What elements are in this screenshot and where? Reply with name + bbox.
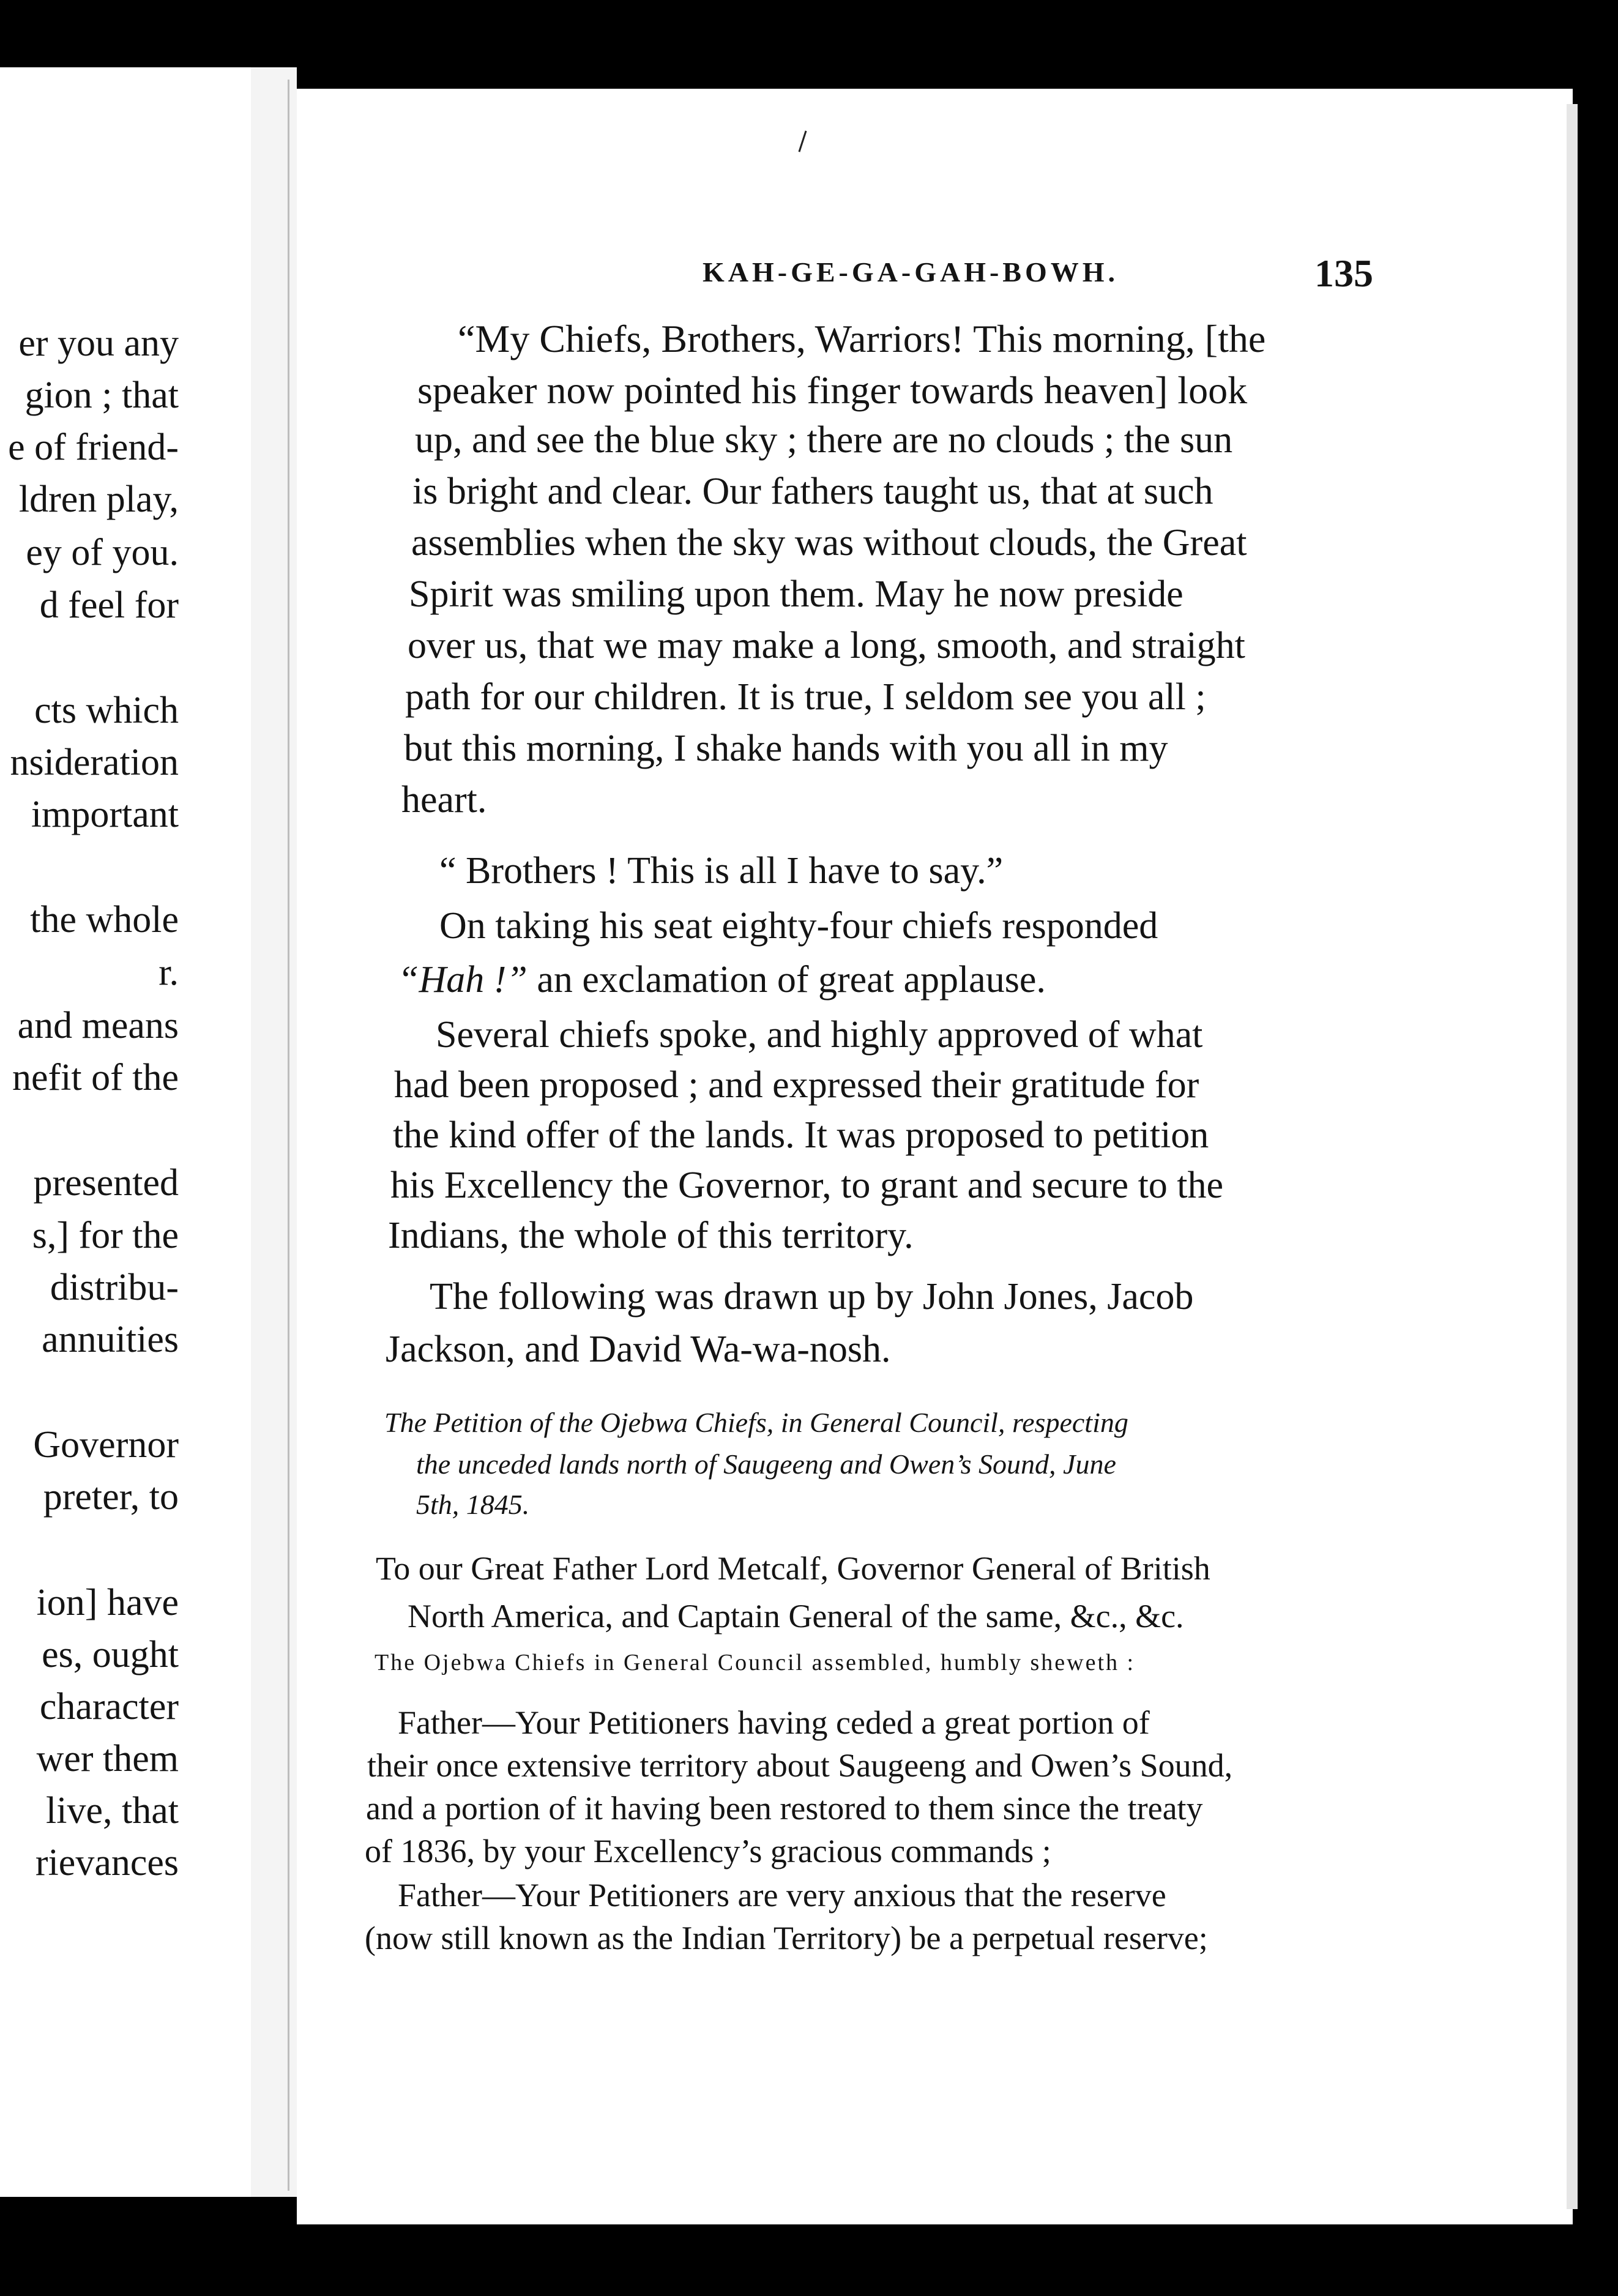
narrative-line: his Excellency the Governor, to grant and secure to the bbox=[390, 1165, 1224, 1206]
address-line: North America, and Captain General of the same, &c., &c. bbox=[408, 1598, 1184, 1634]
left-page-line: character bbox=[39, 1686, 179, 1728]
left-page-line: gion ; that bbox=[24, 375, 179, 416]
speech-line: speaker now pointed his finger towards heaven] look bbox=[417, 368, 1248, 412]
speech-line: is bright and clear. Our fathers taught us, that at such bbox=[412, 471, 1214, 512]
running-title: KAH-GE-GA-GAH-BOWH. bbox=[703, 256, 1119, 288]
left-page-line: es, ought bbox=[42, 1634, 179, 1675]
speech-line: “ Brothers ! This is all I have to say.” bbox=[439, 850, 1004, 892]
narrative-line bbox=[398, 961, 1046, 999]
speech-line: Spirit was smiling upon them. May he now preside bbox=[409, 573, 1184, 615]
petition-body-line: Father—Your Petitioners having ceded a great portion of bbox=[398, 1704, 1150, 1741]
left-page-line: s,] for the bbox=[32, 1215, 179, 1256]
left-page-line: rievances bbox=[35, 1842, 179, 1884]
left-page-line: important bbox=[31, 794, 179, 835]
left-page-line: the whole bbox=[30, 899, 179, 941]
petition-body-line: (now still known as the Indian Territory) be a perpetual reserve; bbox=[365, 1920, 1208, 1956]
left-page-line: preter, to bbox=[43, 1476, 179, 1518]
gutter-divider bbox=[288, 80, 289, 2191]
narrative-line: the kind offer of the lands. It was proposed to petition bbox=[393, 1114, 1209, 1156]
left-page-line: wer them bbox=[36, 1738, 179, 1780]
narrative-line: had been proposed ; and expressed their gratitude for bbox=[394, 1064, 1199, 1106]
narrative-line: Jackson, and David Wa-wa-nosh. bbox=[386, 1329, 891, 1370]
speech-line: over us, that we may make a long, smooth, and straight bbox=[408, 625, 1245, 666]
petition-body-line: and a portion of it having been restored to them since the treaty bbox=[366, 1790, 1203, 1827]
left-page-line: ion] have bbox=[36, 1582, 179, 1623]
narrative-line: On taking his seat eighty-four chiefs responded bbox=[439, 905, 1158, 947]
left-page-line: cts which bbox=[34, 690, 179, 731]
speech-line: up, and see the blue sky ; there are no clouds ; the sun bbox=[415, 419, 1233, 461]
address-line: To our Great Father Lord Metcalf, Governor General of British bbox=[376, 1550, 1210, 1587]
narrative-line: The following was drawn up by John Jones, Jacob bbox=[430, 1276, 1194, 1318]
left-page-line: ey of you. bbox=[26, 532, 179, 573]
petition-body-line: Father—Your Petitioners are very anxious that the reserve bbox=[398, 1877, 1166, 1914]
left-page-line: er you any bbox=[18, 322, 179, 364]
speech-line: heart. bbox=[401, 779, 487, 821]
left-page-line: d feel for bbox=[39, 584, 179, 626]
left-page-line: nefit of the bbox=[12, 1057, 179, 1098]
left-page-line: r. bbox=[158, 952, 179, 993]
page-edge bbox=[1567, 104, 1578, 2209]
narrative-line: Indians, the whole of this territory. bbox=[388, 1215, 914, 1256]
address-line: The Ojebwa Chiefs in General Council assembled, humbly sheweth : bbox=[375, 1650, 1136, 1675]
narrative-line: Several chiefs spoke, and highly approved of what bbox=[436, 1014, 1203, 1056]
speech-line: assemblies when the sky was without clouds, the Great bbox=[411, 522, 1247, 564]
speech-line: but this morning, I shake hands with you all in my bbox=[404, 728, 1168, 769]
left-page-line: and means bbox=[17, 1005, 179, 1046]
petition-body-line: of 1836, by your Excellency’s gracious commands ; bbox=[365, 1833, 1051, 1869]
hah-exclamation: “Hah !” bbox=[398, 959, 528, 1001]
book-gutter bbox=[251, 67, 297, 2197]
petition-heading-line: 5th, 1845. bbox=[416, 1489, 530, 1520]
narrative-fragment: an exclamation of great applause. bbox=[537, 959, 1046, 1001]
left-page-line: distribu- bbox=[50, 1267, 179, 1308]
left-page-line: nsideration bbox=[10, 742, 179, 783]
left-page-line: Governor bbox=[33, 1424, 179, 1466]
petition-heading-line: The Petition of the Ojebwa Chiefs, in General Council, respecting bbox=[384, 1407, 1128, 1438]
page-number: 135 bbox=[1314, 252, 1373, 295]
left-page-line: ldren play, bbox=[18, 479, 179, 520]
left-page-line: annuities bbox=[42, 1319, 179, 1360]
left-page-line: live, that bbox=[46, 1790, 179, 1832]
petition-heading-line: the unceded lands north of Saugeeng and Owen’s Sound, June bbox=[416, 1448, 1116, 1480]
speech-line: path for our children. It is true, I seldom see you all ; bbox=[405, 676, 1206, 718]
petition-body-line: their once extensive territory about Saugeeng and Owen’s Sound, bbox=[367, 1747, 1233, 1784]
speech-line: “My Chiefs, Brothers, Warriors! This morning, [the bbox=[458, 317, 1266, 360]
left-page-line: e of friend- bbox=[8, 427, 179, 468]
left-page-line: presented bbox=[33, 1162, 179, 1204]
left-page bbox=[0, 67, 251, 2197]
